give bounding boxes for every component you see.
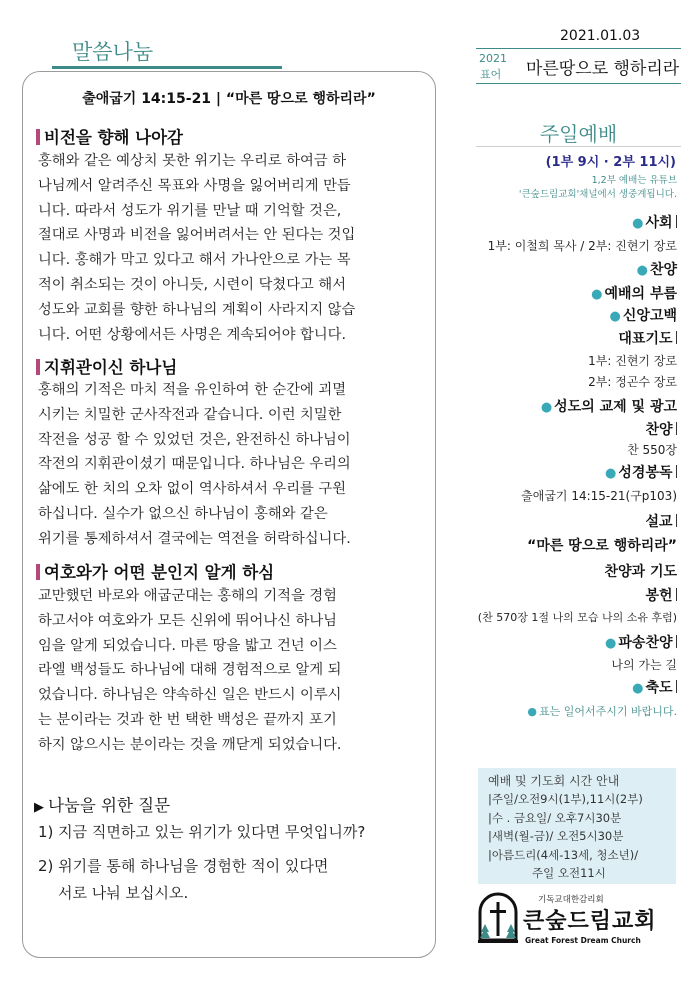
bulletin-date: 2021.01.03 [560,28,641,44]
order-presider: ● 사회 [632,212,677,232]
worship-divider [476,146,681,147]
order-response: 찬양과 기도 [604,564,677,580]
order-reading-detail: 출애굽기 14:15-21(구p103) [521,489,677,503]
order-sermon: 설교 [645,511,677,531]
order-reading: ● 성경봉독 [605,462,677,482]
schedule-line: |아름드리(4세-13세, 청소년)/ [488,847,639,862]
church-name: 큰숲드림교회 [523,909,657,934]
church-english-name: Great Forest Dream Church [525,936,641,945]
schedule-line: 주일 오전11시 [532,866,606,880]
heading-bar-icon [36,564,40,580]
section-paragraph-2: 홍해의 기적은 마치 적을 유인하여 한 순간에 괴멸 시키는 치밀한 군사작전과 같습니다. 이런 치밀한 작전을 성공 할 수 있었던 것은, 완전하신 하나님이 작전의 지휘관이셨기 때문입니다. 하나님은 우리의 삶에도 한 치의 오차 없이 역사하셔서 우리를 구원 하십니다. 실수가 없으신 하나님이 홍해와 같은 위기를 통제하셔서 결국에는 역전을 허락하십니다. [38,382,351,547]
order-offering-detail: (찬 570장 1절 나의 모습 나의 소유 후렴) [477,611,677,624]
order-sending: ● 파송찬양 [605,632,677,652]
order-hymn-2-detail: 찬 550장 [627,443,677,457]
bullet-icon: ● [605,636,617,651]
schedule-line: |주일/오전9시(1부),11시(2부) [488,792,643,806]
bullet-icon: ● [632,216,644,231]
scripture-reference: 출애굽기 14:15-21 | “마른 땅으로 행하리라” [82,91,376,107]
bullet-icon: ● [540,400,553,415]
order-hymn-2: 찬양 [645,419,677,439]
bullet-icon: ● [636,263,648,278]
section-paragraph-3: 교만했던 바로와 애굽군대는 홍해의 기적을 경험 하고서야 여호와가 모든 신위에 뛰어나신 하나님 임을 알게 되었습니다. 마른 땅을 밟고 건넌 이스 라엘 백성들도 하나님에 대해 경험적으로 알게 되 었습니다. 하나님은 약속하신 일은 반드시 이루시 는 분이라는 것과 한 번 택한 백성은 끝까지 포기 하지 않으시는 분이라는 것을 깨닫게 되었습니다. [38,588,342,753]
bullet-icon: ● [527,705,537,718]
question-2: 2) 위기를 통해 하나님을 경험한 적이 있다면 서로 나눠 보십시오. [38,857,329,902]
schedule-box [478,768,676,884]
year-motto: 마른땅으로 행하리라 [526,59,680,79]
church-logo-icon [476,890,520,948]
stand-note: ● 표는 일어서주시기 바랍니다. [527,705,677,718]
bullet-icon: ● [591,287,603,302]
section-heading-1: 비전을 향해 나아감 [36,124,183,148]
worship-title: 주일예배 [539,122,618,146]
section-heading-2: 지휘관이신 하나님 [36,354,177,378]
bullet-icon: ● [605,466,617,481]
schedule-line: |수 . 금요일/ 오후7시30분 [488,810,622,825]
heading-bar-icon [36,359,40,375]
order-fellowship: ● 성도의 교제 및 광고 [540,399,677,415]
stream-note-1: 1,2부 예배는 유튜브 [591,175,677,186]
motto-year: 2021 [479,52,507,65]
order-prayer-2: 2부: 정곤수 장로 [588,375,677,389]
section-title: 말씀나눔 [72,40,154,64]
section-paragraph-1: 홍해와 같은 예상치 못한 위기는 우리로 하여금 하 나님께서 알려주신 목표와 사명을 잃어버리게 만듭 니다. 따라서 성도가 위기를 만날 때 기억할 것은, 절대로 사명과 비전을 잃어버려서는 안 된다는 것입 니다. 홍해가 막고 있다고 해서 가나안으로 가는 목 적이 취소되는 것이 아니듯, 시련이 닥쳤다고 해서 성도와 교회를 향한 하나님의 계획이 사라지지 않습 니다. 어떤 상황에서든 사명은 계속되어야 합니다. [38,153,356,343]
stream-note-2: '큰숲드림교회'채널에서 생중계됩니다. [518,189,677,200]
motto-line-top [476,48,681,49]
order-presider-detail: 1부: 이철희 목사 / 2부: 진현기 장로 [487,239,677,253]
schedule-line: |새벽(월-금)/ 오전5시30분 [488,829,624,843]
denomination: 기독교대한감리회 [538,895,604,905]
service-times: (1부 9시 · 2부 11시) [545,155,676,170]
question-1: 1) 지금 직면하고 있는 위기가 있다면 무엇입니까? [38,823,366,841]
order-prayer-1: 1부: 진현기 장로 [588,354,677,368]
order-prayer: 대표기도 [618,328,677,348]
order-hymn-1: ● 찬양 [636,262,677,278]
order-benediction: ● 축도 [632,677,677,697]
sermon-title: “마른 땅으로 행하리라” [527,538,677,554]
triangle-right-icon: ▶ [34,800,44,815]
order-offering: 봉헌 [645,585,677,605]
schedule-title: 예배 및 기도회 시간 안내 [488,774,620,788]
questions-title: ▶ 나눔을 위한 질문 [34,796,171,815]
motto-label: 표어 [480,68,502,81]
heading-bar-icon [36,129,40,145]
order-sending-detail: 나의 가는 길 [611,658,677,672]
bullet-icon: ● [632,681,644,696]
section-heading-3: 여호와가 어떤 분인지 알게 하심 [36,559,274,583]
order-creed: ● 신앙고백 [609,308,677,324]
order-call: ● 예배의 부름 [591,286,677,302]
bullet-icon: ● [609,309,621,324]
title-underline [52,66,282,69]
motto-line-bottom [476,83,681,84]
